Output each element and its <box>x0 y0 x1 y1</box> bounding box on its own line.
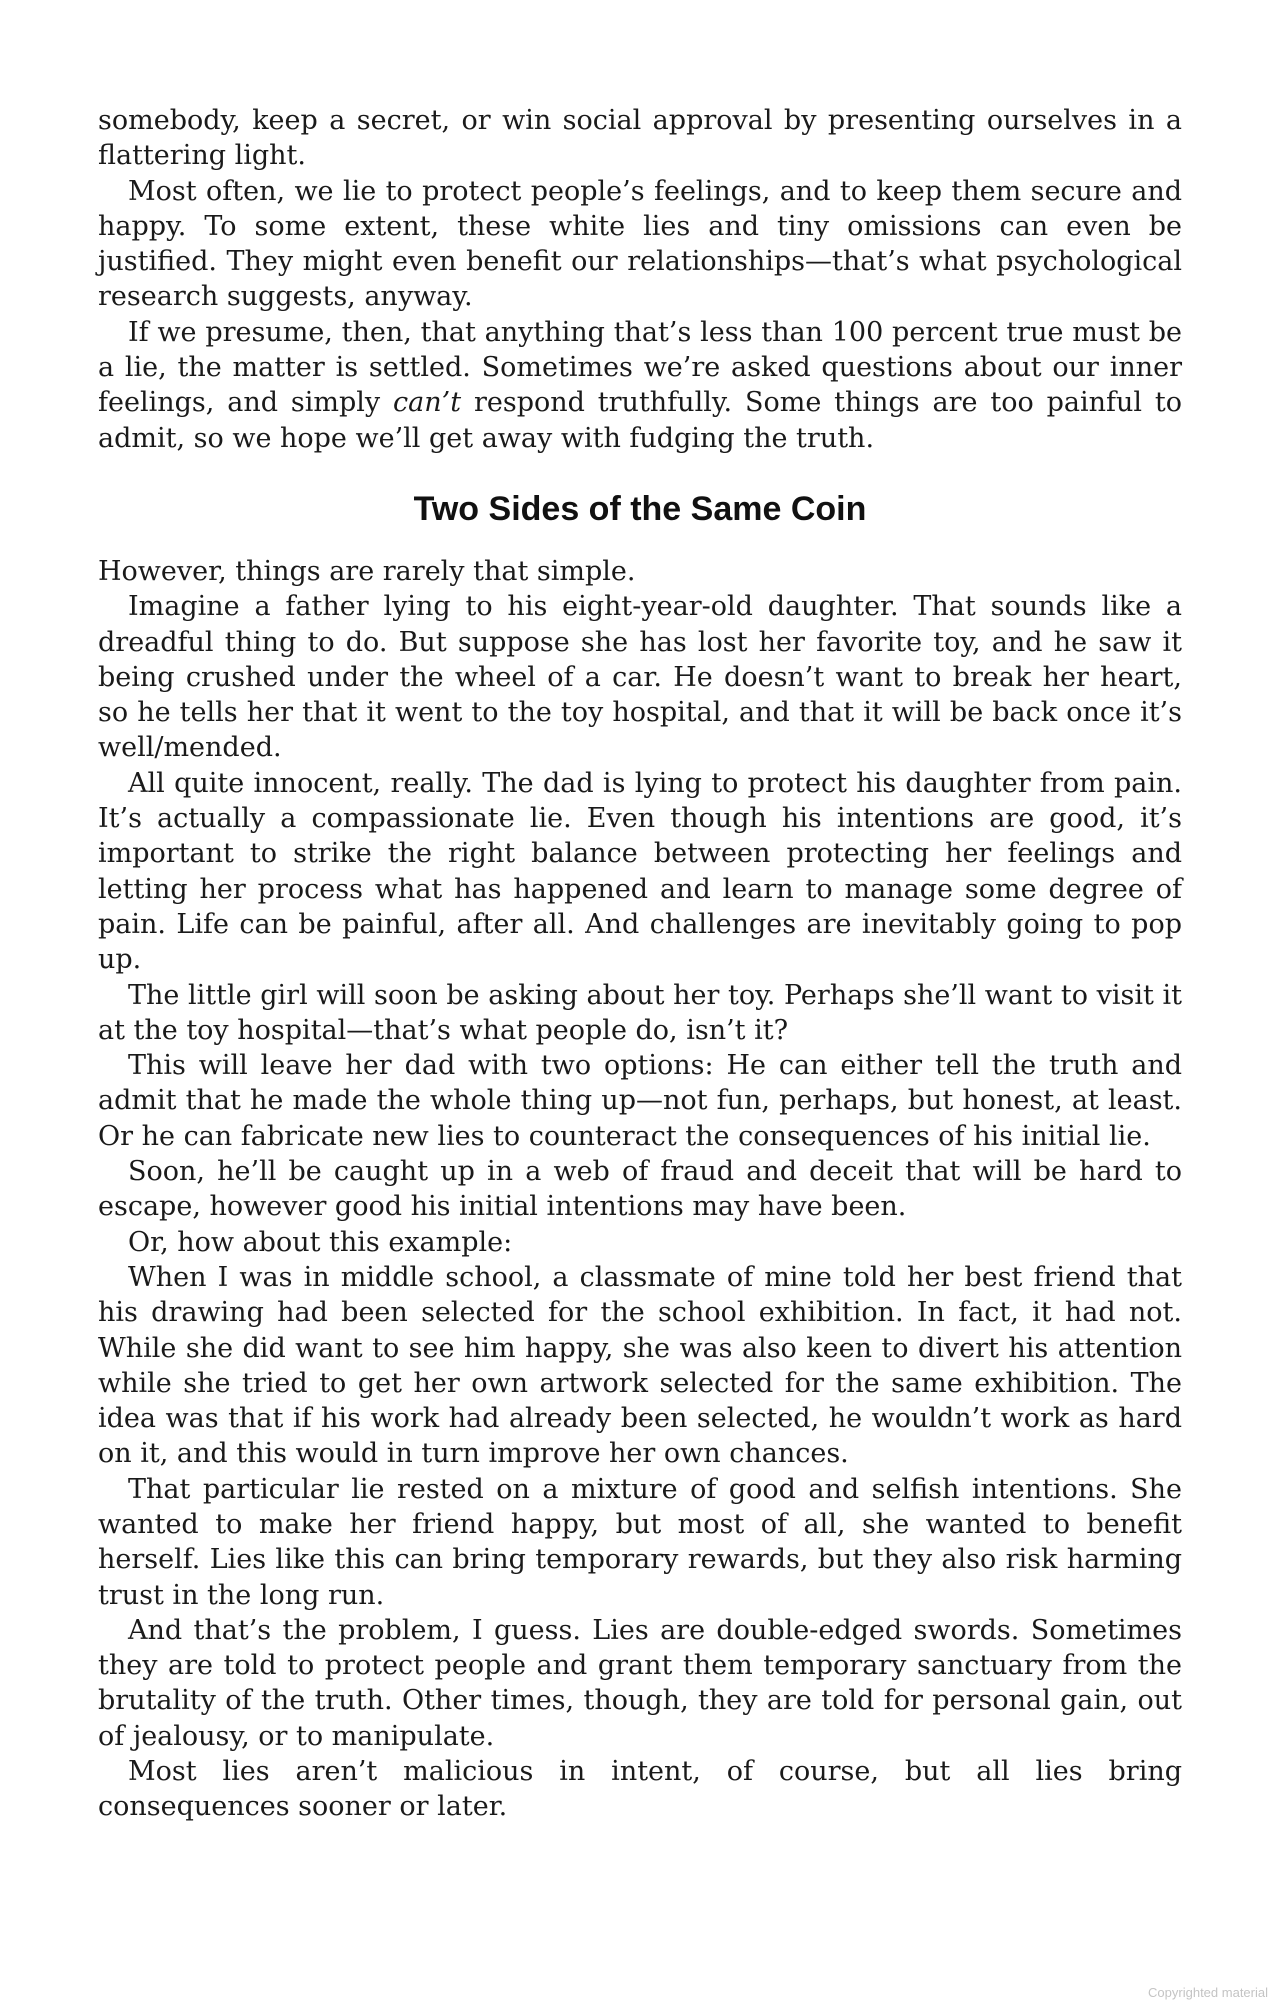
paragraph: The little girl will soon be asking about her toy. Perhaps she’ll want to visit it at the toy hospital—that’s what people do, isn’t it? <box>98 979 1182 1046</box>
paragraph <box>98 315 1182 456</box>
paragraph-text: respond truthfully. Some things are too painful to admit, so we hope we’ll get away with fudging the truth. <box>98 387 1182 454</box>
paragraph: However, things are rarely that simple. <box>98 555 636 587</box>
paragraph: Most lies aren’t malicious in intent, of course, but all lies bring consequences sooner or later. <box>98 1756 1182 1823</box>
paragraph: Soon, he’ll be caught up in a web of fraud and deceit that will be hard to escape, however good his initial intentions may have been. <box>98 1156 1182 1223</box>
section-heading: Two Sides of the Same Coin <box>413 489 867 528</box>
paragraph: When I was in middle school, a classmate of mine told her best friend that his drawing had been selected for the school exhibition. In fact, it had not. While she did want to see him happy, she was also keen to divert his attention while she tried to get her own artwork selected for the same exhibition. The idea was that if his work had already been selected, he wouldn’t work as hard on it, and this would in turn improve her own chances. <box>98 1261 1182 1470</box>
paragraph: And that’s the problem, I guess. Lies are double-edged swords. Sometimes they are told to protect people and grant them temporary sanctuary from the brutality of the truth. Other times, though, they are told for personal gain, out of jealousy, or to manipulate. <box>98 1614 1182 1752</box>
paragraph: This will leave her dad with two options: He can either tell the truth and admit that he made the whole thing up—not fun, perhaps, but honest, at least. Or he can fabricate new lies to counteract the consequences of his initial lie. <box>98 1050 1182 1152</box>
paragraph: somebody, keep a secret, or win social approval by presenting ourselves in a flattering light. <box>98 105 1182 172</box>
emphasis-text: can’t <box>393 387 462 419</box>
paragraph: Most often, we lie to protect people’s feelings, and to keep them secure and happy. To some extent, these white lies and tiny omissions can even be justified. They might even benefit our relationships—that’s what psychological research suggests, anyway. <box>98 175 1182 313</box>
paragraph: Imagine a father lying to his eight-year-old daughter. That sounds like a dreadful thing to do. But suppose she has lost her favorite toy, and he saw it being crushed under the wheel of a car. He doesn’t want to break her heart, so he tells her that it went to the toy hospital, and that it will be back once it’s well/mended. <box>98 591 1182 764</box>
paragraph-text: If we presume, then, that anything that’s less than 100 percent true must be a lie, the matter is settled. Sometimes we’re asked questions about our inner feelings, and simply <box>98 316 1182 419</box>
page-body <box>98 103 1182 1825</box>
paragraph: Or, how about this example: <box>128 1226 513 1258</box>
copyright-watermark: Copyrighted material <box>1148 1985 1268 2000</box>
paragraph: All quite innocent, really. The dad is lying to protect his daughter from pain. It’s actually a compassionate lie. Even though his intentions are good, it’s important to strike the right balance between protecting her feelings and letting her process what has happened and learn to manage some degree of pain. Life can be painful, after all. And challenges are inevitably going to pop up. <box>98 767 1182 976</box>
paragraph: That particular lie rested on a mixture of good and selfish intentions. She wanted to make her friend happy, but most of all, she wanted to benefit herself. Lies like this can bring temporary rewards, but they also risk harming trust in the long run. <box>98 1473 1182 1611</box>
